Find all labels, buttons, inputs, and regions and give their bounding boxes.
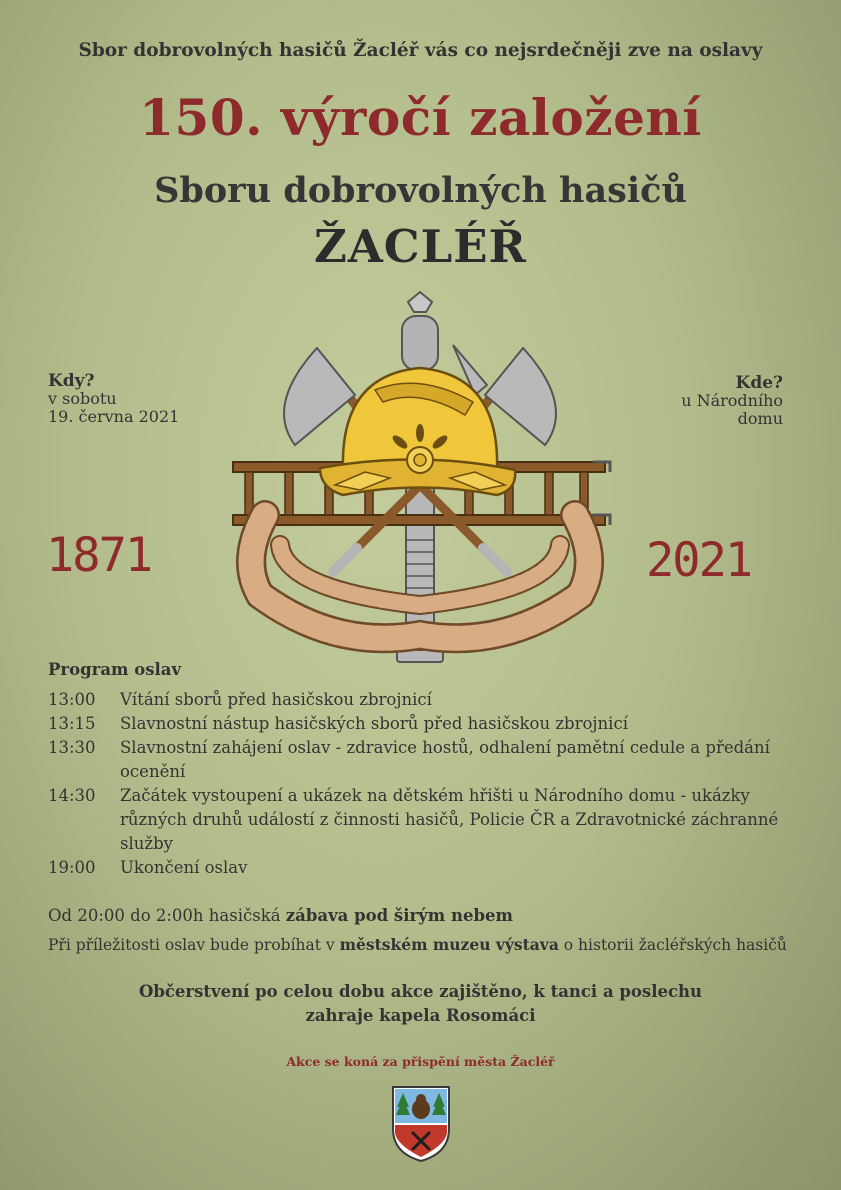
schedule-time: 14:30 xyxy=(48,786,96,805)
year-current: 2021 xyxy=(646,533,752,588)
schedule-row xyxy=(48,712,808,736)
town-name: ŽACLÉŘ xyxy=(314,220,527,273)
schedule-time: 19:00 xyxy=(48,858,96,877)
schedule-text: Slavnostní nástup hasičských sborů před hasičskou zbrojnicí xyxy=(120,714,628,733)
subtitle: Sboru dobrovolných hasičů xyxy=(154,170,687,211)
refreshment-line2: zahraje kapela Rosomáci xyxy=(305,1006,536,1025)
firefighter-emblem-icon xyxy=(225,290,615,680)
schedule-text: Vítání sborů před hasičskou zbrojnicí xyxy=(120,690,432,709)
party-info xyxy=(48,906,513,925)
schedule-time: 13:30 xyxy=(48,738,96,757)
schedule-text: Začátek vystoupení a ukázek na dětském hřišti u Národního domu - ukázky různých druhů událostí z činnosti hasičů, Policie ČR a Zdravotnické záchranné služby xyxy=(120,786,779,853)
schedule-row xyxy=(48,856,808,880)
schedule-text: Slavnostní zahájení oslav - zdravice hostů, odhalení pamětní cedule a předání ocenění xyxy=(120,738,770,781)
sponsor-note: Akce se koná za přispění města Žacléř xyxy=(286,1054,555,1069)
program-schedule xyxy=(48,688,808,880)
museum-info xyxy=(48,935,787,954)
schedule-time: 13:15 xyxy=(48,714,96,733)
schedule-text: Ukončení oslav xyxy=(120,858,248,877)
museum-suffix: o historii žacléřských hasičů xyxy=(558,936,787,954)
where-block xyxy=(681,374,783,428)
schedule-row xyxy=(48,784,808,856)
refreshment-info xyxy=(0,980,841,1028)
when-day: v sobotu xyxy=(48,389,117,408)
schedule-row xyxy=(48,736,808,784)
program-title: Program oslav xyxy=(48,660,182,679)
when-date: 19. června 2021 xyxy=(48,407,180,426)
museum-prefix: Při příležitosti oslav bude probíhat v xyxy=(48,936,340,954)
schedule-time: 13:00 xyxy=(48,690,96,709)
when-label: Kdy? xyxy=(48,371,95,391)
where-line2: domu xyxy=(737,409,783,428)
year-founded: 1871 xyxy=(46,528,152,583)
town-crest-icon xyxy=(389,1083,453,1163)
refreshment-line1: Občerstvení po celou dobu akce zajištěno, k tanci a poslechu xyxy=(138,982,703,1001)
invitation-text: Sbor dobrovolných hasičů Žacléř vás co nejsrdečněji zve na oslavy xyxy=(78,40,763,61)
party-highlight: zábava pod širým nebem xyxy=(285,906,513,925)
schedule-row xyxy=(48,688,808,712)
museum-highlight: městském muzeu výstava xyxy=(339,935,559,954)
party-prefix: Od 20:00 do 2:00h hasičská xyxy=(48,906,286,925)
where-line1: u Národního xyxy=(681,391,783,410)
where-label: Kde? xyxy=(735,373,783,393)
page-title: 150. výročí založení xyxy=(139,88,702,147)
when-block xyxy=(48,372,179,426)
